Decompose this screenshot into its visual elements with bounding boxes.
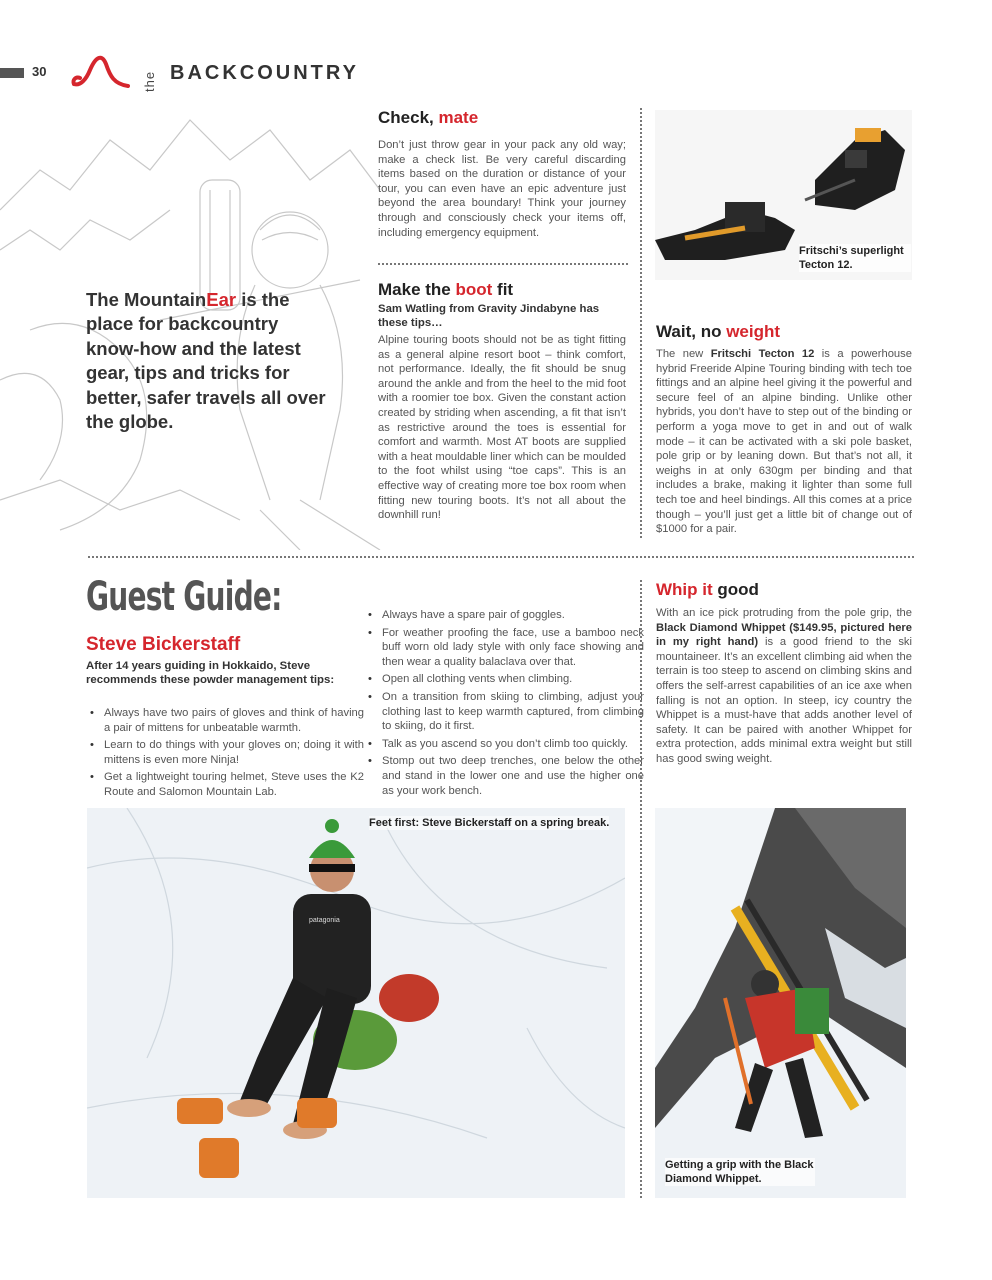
list-item: • Learn to do things with your gloves on; doing it with mittens is even more Ninja! bbox=[104, 738, 364, 767]
climber-whippet-image bbox=[655, 808, 906, 1198]
list-item: • For weather proofing the face, use a bamboo neck buff worn old lady style with only face showing and then wear a quality balaclava over that. bbox=[382, 626, 644, 670]
weight-heading: Wait, no weight bbox=[656, 322, 781, 341]
whip-body: With an ice pick protruding from the pole grip, the Black Diamond Whippet ($149.95, pictured here in my right hand) is a good friend to the ski mountaineer. It’s an excellent climbing aid when the terrain is too steep to ascend on climbing skins and offers the self-arrest capabilities of an ice axe when falling is not an option. In steep, icy country the Whippet is a must-have that adds another level of safety. It can be paired with another Whippet for extra protection, adds minimal extra weight but still has good swing weight. bbox=[656, 607, 912, 765]
whip-product: Black Diamond Whippet ($149.95, pictured here in my right hand) bbox=[656, 621, 912, 649]
weight-body: The new Fritschi Tecton 12 is a powerhouse hybrid Freeride Alpine Touring binding with tech toe fittings and an alpine heel giving it the powerful and secure feel of an alpine binding. Unlike other hybrids, you don’t have to step out of the binding or perform a yoga move to get in and out of walk mode – it can be activated with a ski pole basket, pole grip or by leaning down. But that’s not all, it weighs in at only 630gm per binding and that includes a brake, making it lighter than some full tech toe and heel bindings. All this comes at a price though – you’ll just get a little bit of change out of $1000 for a pair. bbox=[656, 348, 912, 536]
tips-list-right bbox=[364, 608, 644, 801]
boot-fit-subhead: Sam Watling from Gravity Jindabyne has these tips… bbox=[378, 303, 600, 329]
guest-intro: After 14 years guiding in Hokkaido, Steve recommends these powder management tips: bbox=[86, 660, 335, 686]
boot-fit-heading: Make the boot fit bbox=[378, 280, 514, 299]
buff-logo: patagonia bbox=[309, 917, 340, 924]
list-item: • Open all clothing vents when climbing. bbox=[382, 672, 644, 687]
column-divider bbox=[640, 108, 642, 538]
list-item: • Stomp out two deep trenches, one below the other and stand in the lower one and use the higher one as your work bench. bbox=[382, 754, 644, 798]
binding-caption: Fritschi’s superlight Tecton 12. bbox=[799, 244, 911, 272]
tips-list-left bbox=[86, 706, 364, 803]
skier-sitting-image bbox=[87, 808, 625, 1198]
section-title: BACKCOUNTRY bbox=[170, 62, 359, 84]
boot-fit-body: Alpine touring boots should not be as tight fitting as a general alpine resort boot – think comfort, not performance. Ideally, the fit should be snug around the ankle and from the heel to the mid foot with a roomier toe box. Given the constant action created by striding when ascending, a fit that isn’t as restrictive around the toes is essential for comfort and warmth. Most AT boots are supplied with a heat mouldable liner which can be moulded to the foot whilst using “toe caps”. This is an effective way of creating more toe box room when fitting new touring boots. It’s not all about the downhill run! bbox=[378, 334, 626, 522]
binding-photo bbox=[655, 110, 912, 280]
list-item: • Talk as you ascend so you don’t climb too quickly. bbox=[382, 737, 644, 752]
list-item: • Always have two pairs of gloves and think of having a pair of mittens for unbeatable warmth. bbox=[104, 706, 364, 735]
weight-product: Fritschi Tecton 12 bbox=[710, 348, 815, 360]
divider bbox=[378, 263, 628, 265]
right-photo-caption: Getting a grip with the Black Diamond Whippet. bbox=[665, 1159, 814, 1185]
main-photo bbox=[87, 808, 625, 1198]
intro-statement: The MountainEar is the place for backcountry know-how and the latest gear, tips and tricks for better, safer travels all over the globe. bbox=[86, 289, 326, 433]
main-photo-caption: Feet first: Steve Bickerstaff on a spring break. bbox=[369, 817, 610, 829]
list-item: • On a transition from skiing to climbing, adjust your clothing last to keep warmth captured, from climbing to skiing, do it first. bbox=[382, 690, 644, 734]
brand-ear: Ear bbox=[206, 289, 237, 310]
whip-heading: Whip it good bbox=[656, 580, 759, 599]
check-mate-body: Don’t just throw gear in your pack any old way; make a check list. Be very careful discarding items based on the duration or distance of your tour, you can even have an epic adventure just beyond the area boundary! Think your journey through and consciously check your items off, including emergency equipment. bbox=[378, 139, 626, 239]
guest-name: Steve Bickerstaff bbox=[86, 634, 241, 655]
column-divider-lower bbox=[640, 580, 642, 1198]
brand-mountain: Mountain bbox=[124, 289, 207, 310]
right-photo bbox=[655, 808, 906, 1198]
section-divider bbox=[88, 556, 914, 558]
list-item: • Always have a spare pair of goggles. bbox=[382, 608, 644, 623]
guest-guide-title: Guest Guide: bbox=[86, 574, 282, 620]
page-number: 30 bbox=[32, 64, 47, 79]
list-item: • Get a lightweight touring helmet, Steve uses the K2 Route and Salomon Mountain Lab. bbox=[104, 770, 364, 799]
page-number-bar bbox=[0, 68, 24, 78]
check-mate-heading: Check, mate bbox=[378, 108, 479, 127]
section-prefix: the bbox=[142, 70, 157, 92]
